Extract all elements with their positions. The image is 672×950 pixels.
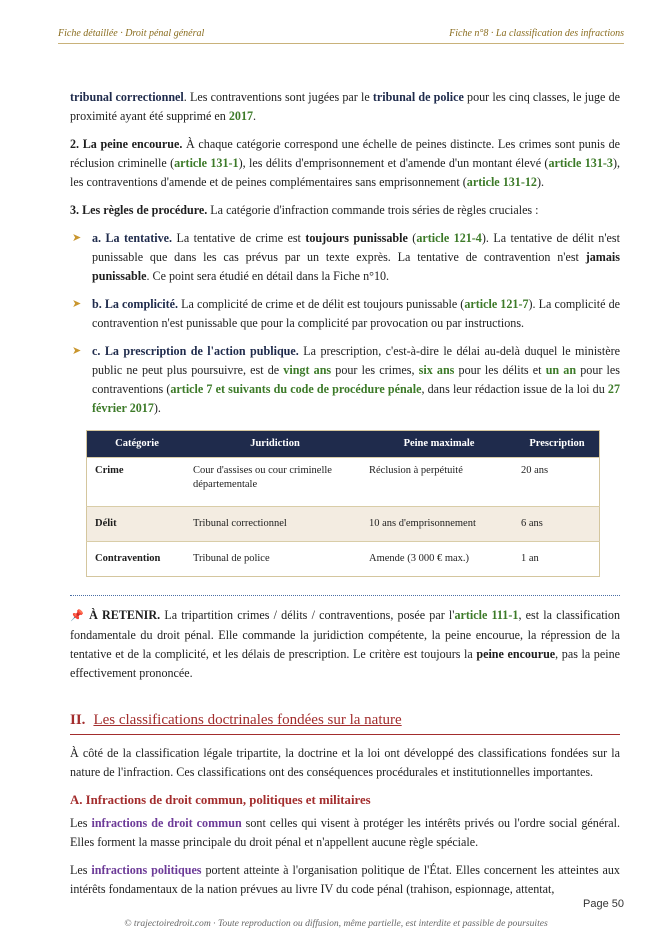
table-cell: 20 ans: [515, 458, 600, 507]
article-ref: article 121-7: [464, 297, 529, 311]
column-header: Catégorie: [87, 431, 188, 458]
bullet-heading: c. La prescription de l'action publique.: [92, 344, 299, 358]
table-cell: Délit: [87, 507, 188, 542]
article-ref: article 7 et suivants du code de procédure pénale: [170, 382, 422, 396]
column-header: Prescription: [515, 431, 600, 458]
main-content: [70, 88, 620, 908]
paragraph-heading: 2. La peine encourue.: [70, 137, 183, 151]
table-cell: Réclusion à perpétuité: [363, 458, 515, 507]
page-footer: © trajectoiredroit.com · Toute reproduction ou diffusion, même partielle, est interdite et passible de poursuites: [124, 918, 548, 929]
page-number: Page 50: [583, 898, 624, 910]
bullet-tentative: ➤ a. La tentative. La tentative de crime est toujours punissable (article 121-4). La tentative de délit n'est punissable que dans les cas prévus par un texte exprès. La tentative de contravention n'est jamais punissable. Ce point sera étudié en détail dans la Fiche n°10.: [72, 231, 620, 283]
term-politiques: infractions politiques: [91, 863, 202, 877]
section-number: II.: [70, 712, 86, 728]
paragraph-droit-commun: Les infractions de droit commun sont celles qui visent à protéger les intérêts privés ou l'ordre social général. Elles forment la masse principale du droit pénal et n'appellent aucune règle spéciale.: [70, 816, 620, 849]
header-right: Fiche n°8 · La classification des infractions: [449, 28, 624, 39]
table-cell: Contravention: [87, 542, 188, 577]
section-intro: À côté de la classification légale tripartite, la doctrine et la loi ont développé des classifications fondées sur la nature de l'infraction. Ces classifications ont des conséquences procédurales et institutionnelles importantes.: [70, 746, 620, 779]
arrow-bullet-icon: ➤: [72, 232, 82, 244]
paragraph-heading: 3. Les règles de procédure.: [70, 203, 208, 217]
arrow-bullet-icon: ➤: [72, 298, 82, 310]
paragraph-regles-procedure: 3. Les règles de procédure. La catégorie d'infraction commande trois séries de règles cruciales :: [70, 203, 539, 217]
intro-paragraph: tribunal correctionnel. Les contraventions sont jugées par le tribunal de police pour les cinq classes, le juge de proximité ayant été supprimé en 2017.: [70, 90, 620, 123]
term-droit-commun: infractions de droit commun: [91, 816, 242, 830]
bullet-prescription: ➤ c. La prescription de l'action publique. La prescription, c'est-à-dire le délai au-delà duquel le ministère public ne peut plus poursuivre, est de vingt ans pour les crimes, six ans pour les délits et un an pour les contraventions (article 7 et suivants du code de procédure pénale, dans leur rédaction issue de la loi du 27 février 2017).: [72, 344, 621, 415]
table-row: [87, 542, 600, 577]
pin-icon: 📌: [70, 610, 85, 622]
article-ref: article 131-12: [466, 175, 537, 189]
table-row: [87, 458, 600, 507]
retenir-box: [70, 595, 620, 683]
table-cell: 10 ans d'emprisonnement: [363, 507, 515, 542]
bullet-complicite: ➤ b. La complicité. La complicité de crime et de délit est toujours punissable (article 121-7). La complicité de contravention n'est punissable que pour la complicité par provocation ou par instructions.: [72, 297, 620, 330]
article-ref: article 131-3: [548, 156, 613, 170]
term-tribunal-correctionnel: tribunal correctionnel: [70, 90, 184, 104]
table-header-row: [87, 431, 600, 458]
retenir-paragraph: 📌 À RETENIR. La tripartition crimes / délits / contraventions, posée par l'article 111-1, est la classification fondamentale du droit pénal. Elle commande la juridiction compétente, la peine encourue, la répression de la tentative et de la complicité, et les délais de prescription. Le critère est toujours la peine encourue, pas la peine effectivement prononcée.: [70, 608, 621, 680]
column-header: Peine maximale: [363, 431, 515, 458]
arrow-bullet-icon: ➤: [72, 345, 82, 357]
subsection-title: A. Infractions de droit commun, politiques et militaires: [70, 793, 371, 807]
table-cell: 1 an: [515, 542, 600, 577]
term-tribunal-de-police: tribunal de police: [372, 90, 464, 104]
table-cell: Tribunal correctionnel: [187, 507, 363, 542]
bullet-heading: a. La tentative.: [92, 231, 173, 245]
retenir-label: À RETENIR.: [89, 608, 161, 622]
article-ref: article 121-4: [416, 231, 482, 245]
article-ref: article 111-1: [454, 608, 519, 622]
article-ref: article 131-1: [174, 156, 239, 170]
paragraph-peine-encourue: 2. La peine encourue. À chaque catégorie correspond une échelle de peines distincte. Les crimes sont punis de réclusion criminelle (article 131-1), les délits d'emprisonnement et d'amende d'un montant élevé (article 131-3), les contraventions d'amende et de peines complémentaires sans emprisonnement (article 131-12).: [70, 137, 621, 189]
section-title-text: Les classifications doctrinales fondées sur la nature: [93, 712, 402, 728]
table-cell: 6 ans: [515, 507, 600, 542]
table-cell: Amende (3 000 € max.): [363, 542, 515, 577]
table-row: [87, 507, 600, 542]
year-highlight: 2017: [228, 109, 254, 123]
section-title: [70, 711, 620, 735]
table-cell: Crime: [87, 458, 188, 507]
table-cell: Cour d'assises ou cour criminelle départementale: [187, 458, 363, 507]
page-header: [58, 28, 624, 44]
header-left: Fiche détaillée · Droit pénal général: [58, 28, 205, 39]
table-cell: Tribunal de police: [187, 542, 363, 577]
bullet-heading: b. La complicité.: [92, 297, 179, 311]
paragraph-politiques: Les infractions politiques portent atteinte à l'organisation politique de l'État. Elles concernent les atteintes aux intérêts fondamentaux de la nation prévues au livre IV du code pénal (trahison, espionnage, attentat,: [70, 863, 620, 896]
column-header: Juridiction: [187, 431, 363, 458]
classification-table: [86, 430, 600, 577]
